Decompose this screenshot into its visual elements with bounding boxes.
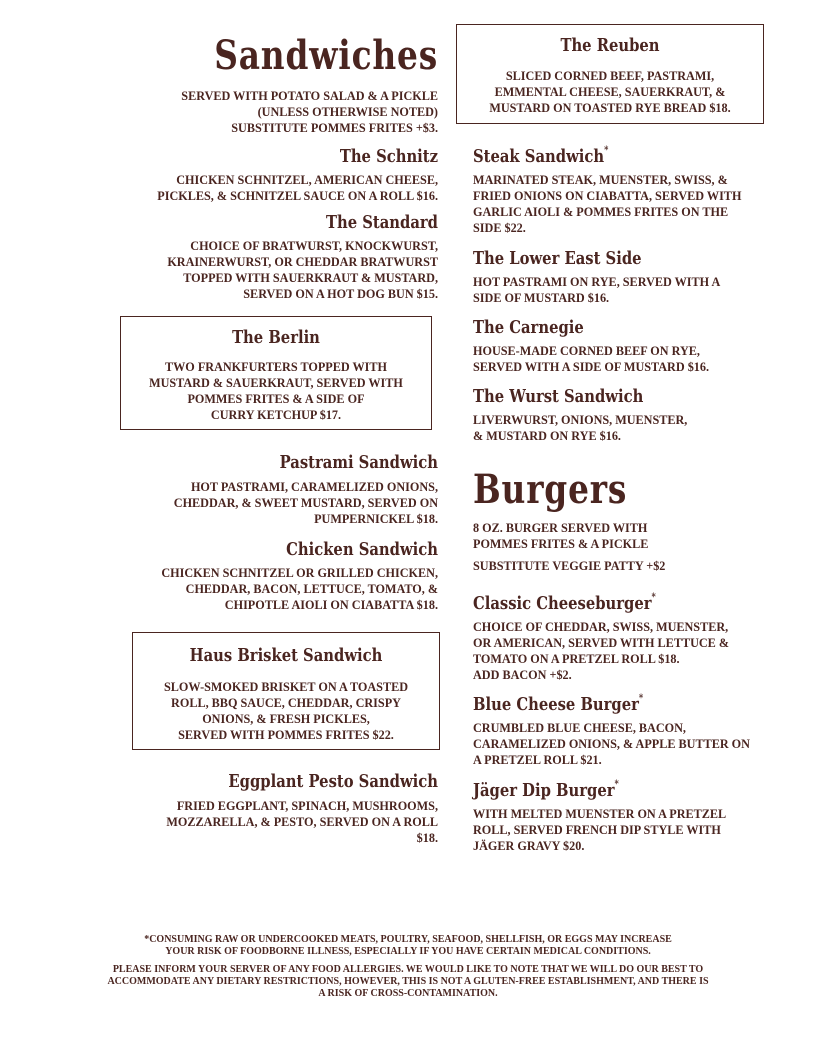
burgers-intro-line: 8 OZ. BURGER SERVED WITH	[473, 521, 648, 535]
desc-line: HOT PASTRAMI, CARAMELIZED ONIONS,	[190, 480, 438, 494]
item-desc-brisket	[133, 679, 439, 743]
desc-line: EMMENTAL CHEESE, SAUERKRAUT, &	[494, 85, 726, 99]
desc-line: SERVED WITH POMMES FRITES $22.	[178, 728, 394, 742]
item-name-text: Classic Cheeseburger	[473, 593, 652, 614]
raw-warning-mark: *	[604, 145, 609, 156]
desc-line: CHEDDAR, & SWEET MUSTARD, SERVED ON	[173, 496, 438, 510]
item-desc-wurst	[473, 412, 803, 444]
desc-line: CHIPOTLE AIOLI ON CIABATTA $18.	[224, 598, 438, 612]
reuben-box	[456, 24, 764, 124]
item-name-eggplant: Eggplant Pesto Sandwich	[228, 771, 438, 792]
desc-line: PUMPERNICKEL $18.	[314, 512, 438, 526]
raw-warning-mark: *	[651, 592, 656, 603]
desc-line: MUSTARD & SAUERKRAUT, SERVED WITH	[149, 376, 403, 390]
desc-line: SLOW-SMOKED BRISKET ON A TOASTED	[163, 680, 409, 694]
item-desc-standard	[98, 238, 438, 302]
desc-line: POMMES FRITES & A SIDE OF	[187, 392, 365, 406]
desc-line: SIDE OF MUSTARD $16.	[473, 291, 610, 305]
desc-line: TOPPED WITH SAUERKRAUT & MUSTARD,	[183, 271, 438, 285]
item-desc-jager-dip-burger	[473, 806, 803, 854]
desc-line: SERVED ON A HOT DOG BUN $15.	[243, 287, 438, 301]
desc-line: KRAINERWURST, OR CHEDDAR BRATWURST	[167, 255, 438, 269]
desc-line: SERVED WITH A SIDE OF MUSTARD $16.	[473, 360, 710, 374]
desc-line: FRIED EGGPLANT, SPINACH, MUSHROOMS,	[176, 799, 438, 813]
item-desc-carnegie	[473, 343, 803, 375]
desc-line: SLICED CORNED BEEF, PASTRAMI,	[505, 69, 715, 83]
desc-line: A PRETZEL ROLL $21.	[473, 753, 602, 767]
desc-line: CHEDDAR, BACON, LETTUCE, TOMATO, &	[185, 582, 438, 596]
desc-line: HOUSE-MADE CORNED BEEF ON RYE,	[473, 344, 700, 358]
item-desc-chicken	[98, 565, 438, 613]
desc-line: CHOICE OF BRATWURST, KNOCKWURST,	[190, 239, 438, 253]
item-desc-berlin	[121, 359, 431, 423]
desc-line: HOT PASTRAMI ON RYE, SERVED WITH A	[473, 275, 721, 289]
item-name-berlin: The Berlin	[232, 327, 320, 348]
desc-line: MOZZARELLA, & PESTO, SERVED ON A ROLL	[166, 815, 438, 829]
item-name-standard: The Standard	[325, 212, 438, 233]
footer-line: PLEASE INFORM YOUR SERVER OF ANY FOOD ALLERGIES. WE WOULD LIKE TO NOTE THAT WE WILL DO OUR BEST TO	[112, 964, 704, 975]
desc-line: MUSTARD ON TOASTED RYE BREAD $18.	[489, 101, 731, 115]
desc-line: SIDE $22.	[473, 221, 526, 235]
desc-line: JÄGER GRAVY $20.	[473, 839, 585, 853]
item-name-blue-cheese-burger	[473, 693, 719, 715]
burgers-heading: Burgers	[473, 466, 628, 513]
desc-line: CARAMELIZED ONIONS, & APPLE BUTTER ON	[473, 737, 750, 751]
desc-line: FRIED ONIONS ON CIABATTA, SERVED WITH	[473, 189, 742, 203]
desc-line: CHICKEN SCHNITZEL, AMERICAN CHEESE,	[176, 173, 438, 187]
item-desc-steak	[473, 172, 803, 236]
desc-line: ADD BACON +$2.	[473, 668, 572, 682]
desc-line: CHOICE OF CHEDDAR, SWISS, MUENSTER,	[473, 620, 729, 634]
desc-line: TWO FRANKFURTERS TOPPED WITH	[164, 360, 388, 374]
desc-line: GARLIC AIOLI & POMMES FRITES ON THE	[473, 205, 729, 219]
item-name-text: Jäger Dip Burger	[473, 780, 615, 801]
burgers-intro-line: SUBSTITUTE VEGGIE PATTY +$2	[473, 559, 666, 573]
item-name-pastrami: Pastrami Sandwich	[279, 452, 438, 473]
desc-line: ROLL, BBQ SAUCE, CHEDDAR, CRISPY	[171, 696, 401, 710]
raw-warning-mark: *	[638, 693, 644, 704]
item-name-schnitz: The Schnitz	[339, 146, 438, 167]
burgers-intro	[473, 520, 803, 574]
item-name-brisket: Haus Brisket Sandwich	[189, 645, 383, 666]
item-name-text: Steak Sandwich	[473, 146, 605, 167]
burgers-intro-line: POMMES FRITES & A PICKLE	[473, 537, 649, 551]
sandwiches-intro	[98, 88, 438, 136]
footer-line: *CONSUMING RAW OR UNDERCOOKED MEATS, POULTRY, SEAFOOD, SHELLFISH, OR EGGS MAY INCREASE	[144, 934, 672, 945]
item-name-wurst: The Wurst Sandwich	[473, 386, 644, 407]
desc-line: CRUMBLED BLUE CHEESE, BACON,	[473, 721, 686, 735]
footer-warning	[100, 934, 716, 958]
desc-line: CURRY KETCHUP $17.	[210, 408, 342, 422]
item-name-chicken: Chicken Sandwich	[286, 539, 438, 560]
item-desc-classic-cheeseburger	[473, 619, 803, 683]
footer-line: ACCOMMODATE ANY DIETARY RESTRICTIONS, HOWEVER, THIS IS NOT A GLUTEN-FREE ESTABLISHMENT, AND THERE IS	[107, 976, 709, 987]
item-desc-pastrami	[98, 479, 438, 527]
sandwiches-heading: Sandwiches	[214, 32, 438, 79]
footer-allergy	[90, 964, 726, 1000]
item-name-text: Blue Cheese Burger	[473, 694, 639, 715]
item-name-lower-east-side: The Lower East Side	[473, 248, 642, 269]
sandwiches-intro-line: (UNLESS OTHERWISE NOTED)	[257, 105, 438, 119]
brisket-box	[132, 632, 440, 750]
desc-line: MARINATED STEAK, MUENSTER, SWISS, &	[473, 173, 728, 187]
item-desc-lower-east-side	[473, 274, 803, 306]
desc-line: ONIONS, & FRESH PICKLES,	[202, 712, 370, 726]
item-name-carnegie: The Carnegie	[473, 317, 584, 338]
item-name-jager-dip-burger	[473, 779, 719, 801]
item-desc-blue-cheese-burger	[473, 720, 808, 768]
item-name-classic-cheeseburger	[473, 592, 719, 614]
desc-line: PICKLES, & SCHNITZEL SAUCE ON A ROLL $16.	[157, 189, 438, 203]
item-name-steak	[473, 145, 719, 167]
raw-warning-mark: *	[614, 779, 619, 790]
footer-line: A RISK OF CROSS-CONTAMINATION.	[318, 988, 498, 999]
desc-line: $18.	[416, 831, 438, 845]
desc-line: TOMATO ON A PRETZEL ROLL $18.	[473, 652, 680, 666]
desc-line: & MUSTARD ON RYE $16.	[473, 429, 621, 443]
berlin-box	[120, 316, 432, 430]
item-name-reuben: The Reuben	[560, 35, 660, 56]
desc-line: ROLL, SERVED FRENCH DIP STYLE WITH	[473, 823, 721, 837]
sandwiches-intro-line: SERVED WITH POTATO SALAD & A PICKLE	[181, 89, 438, 103]
item-desc-schnitz	[98, 172, 438, 204]
item-desc-eggplant	[98, 798, 438, 846]
sandwiches-intro-line: SUBSTITUTE POMMES FRITES +$3.	[231, 121, 438, 135]
item-desc-reuben	[457, 68, 763, 116]
desc-line: CHICKEN SCHNITZEL OR GRILLED CHICKEN,	[161, 566, 438, 580]
desc-line: OR AMERICAN, SERVED WITH LETTUCE &	[473, 636, 730, 650]
footer-line: YOUR RISK OF FOODBORNE ILLNESS, ESPECIALLY IF YOU HAVE CERTAIN MEDICAL CONDITIONS.	[165, 946, 651, 957]
desc-line: LIVERWURST, ONIONS, MUENSTER,	[473, 413, 688, 427]
desc-line: WITH MELTED MUENSTER ON A PRETZEL	[473, 807, 727, 821]
